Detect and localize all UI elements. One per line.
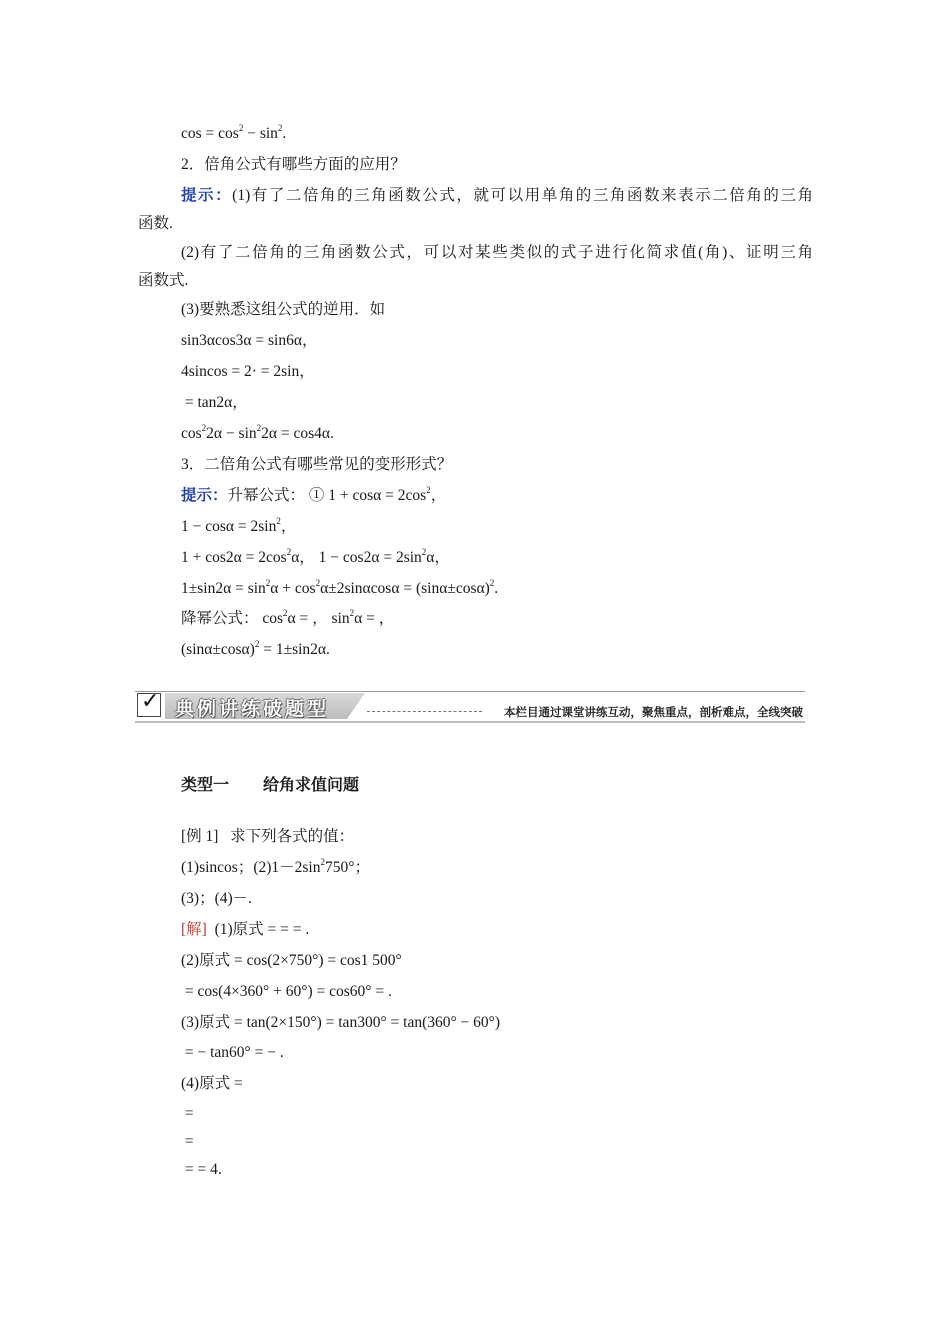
formula-line: $1 + \cos 2\alpha = 2\cos^2\alpha$， $1 - \cos 2\alpha = 2\sin^2\alpha$， [181, 547, 450, 566]
formula-line: 4sincos = 2· = 2sin， [181, 363, 315, 380]
banner-rule [135, 721, 805, 723]
hint-paragraph-2: (2)有了二倍角的三角函数公式，可以对某些类似的式子进行化简求值(角)、证明三角 [181, 244, 813, 261]
formula-line: $\cos^22\alpha - \sin^22\alpha = \cos 4\alpha$. [181, 423, 334, 442]
banner-note: 本栏目通过课堂讲练互动，聚焦重点，剖析难点，全线突破 [504, 705, 803, 719]
formula-line: 降幂公式： $\cos^2\alpha$ = ， $\sin^2\alpha$ = ， [181, 608, 395, 627]
example-title: [例 1] 求下列各式的值： [181, 828, 355, 845]
type-heading: 类型一 给角求值问题 [181, 777, 360, 794]
hint-paragraph-1-cont: 函数. [138, 215, 173, 232]
formula-line: $(\sin\alpha\pm\cos\alpha)^2 = 1\pm\sin 2\alpha$. [181, 639, 330, 658]
solution-line: = = 4. [181, 1161, 222, 1178]
formula-line: $1\pm\sin 2\alpha = \sin^2\alpha + \cos^2\alpha\pm 2\sin\alpha\cos\alpha = (\sin\alpha\pm\cos\alpha)^2$. [181, 578, 499, 597]
solution-line: [解] (1)原式 = = = . [181, 921, 310, 938]
solution-line: = cos(4×360° + 60°) = cos60° = . [181, 983, 392, 1000]
hint-paragraph-1: 提示：(1)有了二倍角的三角函数公式，就可以用单角的三角函数来表示二倍角的三角 [181, 187, 813, 204]
hint-label: 提示： [181, 487, 228, 504]
check-mark-icon: ✓ [141, 689, 160, 714]
solution-line: (3)原式 = tan(2×150°) = tan300° = tan(360° − 60°) [181, 1014, 501, 1031]
hint-formula-line: 提示：升幂公式： ① $1 + \cos\alpha = 2\cos^2$， [181, 485, 447, 504]
solution-line: = − tan60° = − . [181, 1044, 284, 1061]
hint-paragraph-3: (3)要熟悉这组公式的逆用．如 [181, 301, 386, 318]
checkbox-icon [137, 689, 161, 717]
hint-paragraph-2-cont: 函数式. [138, 272, 189, 289]
question-2: 2．倍角公式有哪些方面的应用？ [181, 156, 406, 173]
solution-line: = [181, 1133, 194, 1150]
solution-label: [解] [181, 921, 207, 938]
example-question: (3)；(4)－. [181, 890, 253, 907]
solution-line: = [181, 1105, 194, 1122]
section-banner [135, 690, 805, 724]
example-question: (1)sincos；$(2)1-2\sin^2750^\circ$； [181, 857, 370, 876]
banner-divider [367, 711, 482, 712]
solution-line: (4)原式 = [181, 1075, 243, 1092]
hint-label: 提示： [181, 187, 233, 204]
formula-line: sin3αcos3α = sin6α， [181, 332, 318, 349]
solution-line: (2)原式 = cos(2×750°) = cos1 500° [181, 952, 402, 969]
formula-line: = tan2α， [181, 394, 248, 411]
formula-line: $\cos = \cos^2 - \sin^2$. [181, 123, 287, 142]
banner-label: 典例讲练破题型 [175, 698, 330, 720]
formula-line: $1 - \cos\alpha = 2\sin^2$， [181, 516, 297, 535]
question-3: 3．二倍角公式有哪些常见的变形形式？ [181, 456, 453, 473]
banner-rule [135, 691, 805, 692]
